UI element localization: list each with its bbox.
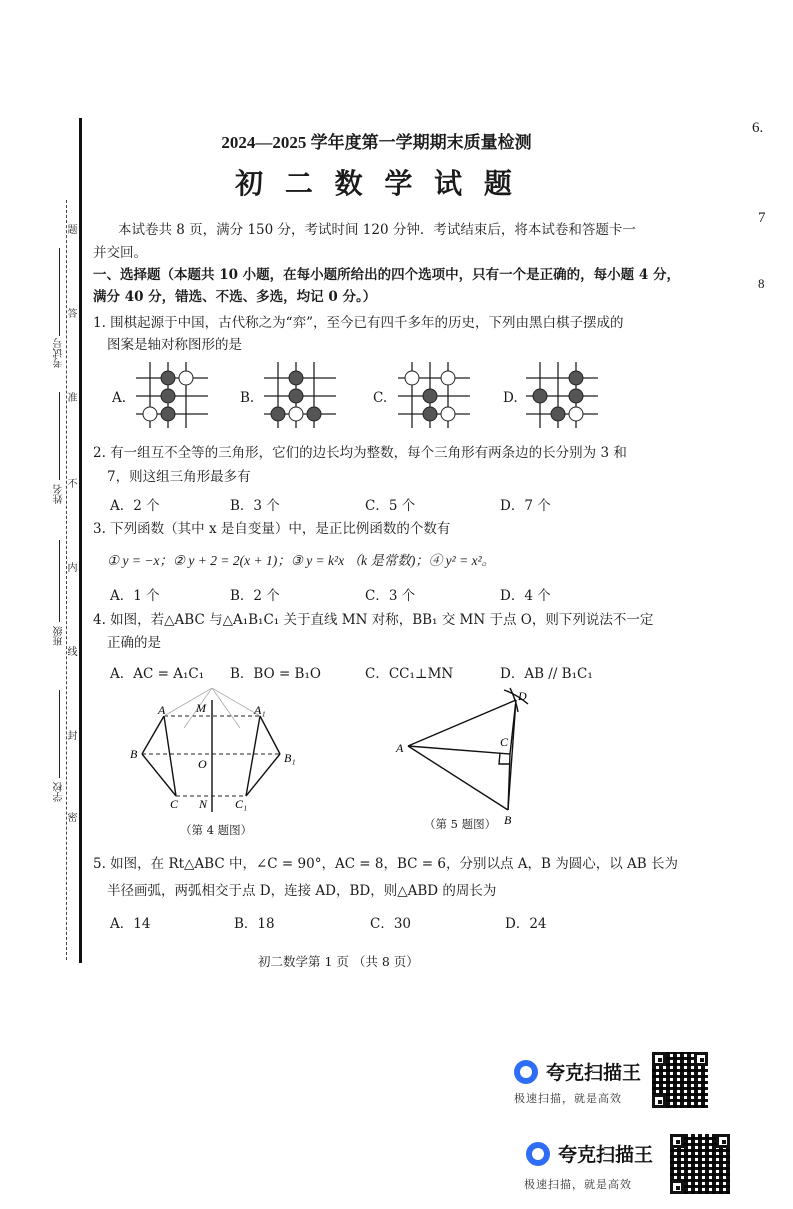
q1-stem-line-2: 图案是轴对称图形的是 bbox=[107, 337, 242, 353]
q5-stem-line-1: 5. 如图，在 Rt△ABC 中，∠C = 90°，AC = 8，BC = 6，分别以点 A，B 为圆心，以 AB 长为 bbox=[93, 856, 678, 872]
field-label-class: 班级 bbox=[54, 626, 65, 646]
q4-stem-line-1: 4. 如图，若△ABC 与△A₁B₁C₁ 关于直线 MN 对称，BB₁ 交 MN 于点 O，则下列说法不一定 bbox=[93, 612, 654, 628]
fig5-label-d: D bbox=[518, 689, 527, 703]
binding-mark-zhun: 准 bbox=[65, 392, 76, 402]
margin-char-6: 6. bbox=[752, 120, 764, 136]
go-board-a bbox=[134, 360, 210, 430]
instructions-line-2: 并交回。 bbox=[93, 245, 147, 261]
fig5-label-a: A bbox=[396, 741, 404, 755]
q5-option-d: D．24 bbox=[505, 916, 547, 932]
binding-mark-mi: 密 bbox=[65, 812, 76, 822]
fig4-label-m: M bbox=[196, 701, 206, 715]
binding-mark-nei: 内 bbox=[65, 562, 76, 572]
watermark-brand: 夸克扫描王 bbox=[558, 1144, 654, 1166]
go-board-b bbox=[262, 360, 338, 430]
go-board-d bbox=[524, 360, 600, 430]
q3-stem-line-2: ① y = −x；② y + 2 = 2(x + 1)；③ y = k²x （k 是常数)；④ y² = x²。 bbox=[107, 553, 496, 568]
qr-code-icon bbox=[670, 1134, 730, 1194]
qr-code-icon bbox=[652, 1052, 708, 1108]
binding-mark-ti: 题 bbox=[65, 224, 76, 234]
fig4-label-a: A bbox=[158, 703, 166, 717]
q3-option-c: C．3 个 bbox=[365, 588, 416, 604]
q1-stem-line-1: 1. 围棋起源于中国，古代称之为“弈”，至今已有四千多年的历史，下列由黑白棋子摆成的 bbox=[93, 315, 624, 331]
q2-stem-line-2: 7，则这组三角形最多有 bbox=[107, 469, 251, 485]
q1-option-b-label: B. bbox=[240, 390, 255, 406]
binding-mark-feng: 封 bbox=[65, 730, 76, 740]
q3-option-b: B．2 个 bbox=[230, 588, 280, 604]
margin-char-8: 8 bbox=[758, 276, 765, 291]
instructions-line-1: 本试卷共 8 页，满分 150 分，考试时间 120 分钟．考试结束后，将本试卷和答题卡一 bbox=[118, 222, 636, 238]
q2-option-a: A．2 个 bbox=[110, 498, 160, 514]
scanner-logo-icon bbox=[514, 1060, 538, 1084]
q4-stem-line-2: 正确的是 bbox=[107, 635, 161, 651]
fig5-label-c: C bbox=[500, 735, 509, 749]
q3-option-d: D．4 个 bbox=[500, 588, 551, 604]
field-label-school: 学校 bbox=[54, 782, 65, 802]
field-label-exam-number: 考试号 bbox=[54, 338, 65, 368]
fig4-label-n: N bbox=[199, 797, 208, 811]
binding-rule bbox=[79, 118, 82, 963]
exam-title: 2024—2025 学年度第一学期期末质量检测 bbox=[221, 133, 532, 152]
q4-option-a: A．AC = A₁C₁ bbox=[110, 666, 205, 682]
q3-option-a: A．1 个 bbox=[110, 588, 160, 604]
q5-option-a: A．14 bbox=[110, 916, 151, 932]
q1-option-a-label: A. bbox=[112, 390, 127, 406]
q4-option-b: B．BO = B₁O bbox=[230, 666, 321, 682]
section-1-heading-line-2: 满分 40 分，错选、不选、多选，均记 0 分。） bbox=[93, 289, 377, 305]
q2-option-d: D．7 个 bbox=[500, 498, 551, 514]
q2-option-c: C．5 个 bbox=[365, 498, 416, 514]
q2-stem-line-1: 2. 有一组互不全等的三角形，它们的边长均为整数，每个三角形有两条边的长分别为 3 和 bbox=[93, 445, 627, 461]
watermark-brand: 夸克扫描王 bbox=[546, 1062, 642, 1084]
scanner-logo-icon bbox=[526, 1142, 550, 1166]
binding-mark-bu: 不 bbox=[65, 478, 76, 488]
field-line-school bbox=[59, 690, 60, 778]
fig4-label-c: C bbox=[170, 797, 179, 811]
field-line-class bbox=[59, 540, 60, 622]
fig4-label-o: O bbox=[198, 757, 207, 771]
q5-option-c: C．30 bbox=[370, 916, 412, 932]
field-label-name: 姓名 bbox=[54, 484, 65, 504]
watermark-slogan: 极速扫描，就是高效 bbox=[514, 1092, 622, 1105]
watermark-slogan: 极速扫描，就是高效 bbox=[524, 1178, 632, 1191]
binding-mark-da: 答 bbox=[65, 308, 76, 318]
go-board-c bbox=[396, 360, 472, 430]
q4-option-d: D．AB // B₁C₁ bbox=[500, 666, 593, 682]
q1-option-c-label: C. bbox=[373, 390, 388, 406]
q1-option-d-label: D. bbox=[503, 390, 518, 406]
figure-4-caption: （第 4 题图） bbox=[180, 823, 253, 837]
q5-option-b: B．18 bbox=[234, 916, 275, 932]
scanner-watermark-2 bbox=[518, 1132, 738, 1198]
figure-5-caption: （第 5 题图） bbox=[424, 817, 497, 831]
figure-4-diagram bbox=[128, 688, 308, 818]
fig4-label-c1: C₁ bbox=[235, 797, 248, 811]
field-line-exam-number bbox=[59, 248, 60, 336]
q4-option-c: C．CC₁⊥MN bbox=[365, 666, 454, 682]
page-footer: 初二数学第 1 页 （共 8 页） bbox=[258, 954, 419, 969]
fig4-label-b: B bbox=[130, 747, 138, 761]
field-line-name bbox=[59, 392, 60, 480]
fig4-label-b1: B₁ bbox=[284, 751, 296, 765]
q2-option-b: B．3 个 bbox=[230, 498, 280, 514]
margin-char-7: 7 bbox=[758, 210, 766, 226]
subject-title: 初 二 数 学 试 题 bbox=[235, 167, 518, 200]
section-1-heading-line-1: 一、选择题（本题共 10 小题，在每小题所给出的四个选项中，只有一个是正确的，每小题 4 分， bbox=[93, 267, 680, 283]
fig4-label-a1: A₁ bbox=[254, 703, 266, 717]
q3-stem-line-1: 3. 下列函数（其中 x 是自变量）中，是正比例函数的个数有 bbox=[93, 521, 451, 537]
binding-mark-xian: 线 bbox=[65, 646, 76, 656]
figure-5-diagram bbox=[392, 684, 542, 826]
fig5-label-b: B bbox=[504, 813, 512, 826]
q5-stem-line-2: 半径画弧，两弧相交于点 D，连接 AD，BD，则△ABD 的周长为 bbox=[107, 883, 497, 899]
scanner-watermark-1 bbox=[506, 1050, 716, 1112]
